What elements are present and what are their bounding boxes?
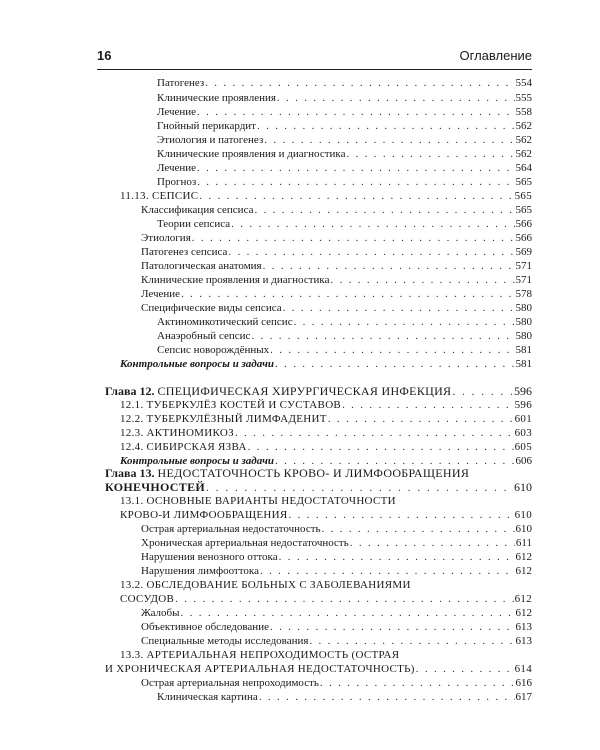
toc-entry[interactable]: Лечение . . . 578 <box>141 288 532 301</box>
toc-entry[interactable]: Хроническая артериальная недостаточность . . . 611 <box>141 537 532 550</box>
toc-entry[interactable]: Анаэробный сепсис . . . 580 <box>157 330 532 343</box>
toc-entry[interactable]: Объективное обследование . . . 613 <box>141 621 532 634</box>
toc-chapter-13-title[interactable]: Глава 13. НЕДОСТАТОЧНОСТЬ КРОВО- И ЛИМФООБРАЩЕНИЯ <box>105 466 470 480</box>
running-title: Оглавление <box>459 48 532 63</box>
toc-entry[interactable]: Жалобы . . . 612 <box>141 607 532 620</box>
toc-section[interactable]: 12.2. ТУБЕРКУЛЁЗНЫЙ ЛИМФАДЕНИТ . . . 601 <box>120 413 532 426</box>
toc-entry[interactable]: Гнойный перикардит . . . 562 <box>157 120 532 133</box>
toc-entry[interactable]: Клинические проявления и диагностика . . . 571 <box>141 274 532 287</box>
toc-section-title: 13.2. ОБСЛЕДОВАНИЕ БОЛЬНЫХ С ЗАБОЛЕВАНИЯМИ <box>120 579 411 591</box>
toc-entry[interactable]: Лечение . . . 564 <box>157 162 532 175</box>
toc-entry[interactable]: Патогенез сепсиса . . . 569 <box>141 246 532 259</box>
toc-entry[interactable]: Клиническая картина . . . 617 <box>157 691 532 704</box>
toc-entry[interactable]: Патологическая анатомия . . . 571 <box>141 260 532 273</box>
toc-entry[interactable]: Патогенез . . . 554 <box>157 77 532 90</box>
toc-section[interactable]: 11.13. СЕПСИС . . . 565 <box>120 190 532 203</box>
toc-entry[interactable]: Нарушения лимфооттока . . . 612 <box>141 565 532 578</box>
toc-section[interactable]: 12.1. ТУБЕРКУЛЁЗ КОСТЕЙ И СУСТАВОВ . . . 596 <box>120 399 532 412</box>
page-header <box>97 48 532 66</box>
toc-entry[interactable]: Актиномикотический сепсис . . . 580 <box>157 316 532 329</box>
toc-entry[interactable]: Теории сепсиса . . . 566 <box>157 218 532 231</box>
page-number: 16 <box>97 48 112 63</box>
toc-chapter-12[interactable]: Глава 12. СПЕЦИФИЧЕСКАЯ ХИРУРГИЧЕСКАЯ ИНФЕКЦИЯ . . . 596 <box>105 385 532 398</box>
toc-section-title: 13.1. ОСНОВНЫЕ ВАРИАНТЫ НЕДОСТАТОЧНОСТИ <box>120 495 396 507</box>
toc-entry[interactable]: Клинические проявления и диагностика . . . 562 <box>157 148 532 161</box>
toc-section[interactable]: СОСУДОВ . . . 612 <box>120 593 532 606</box>
toc-entry[interactable]: Нарушения венозного оттока . . . 612 <box>141 551 532 564</box>
toc-section[interactable]: И ХРОНИЧЕСКАЯ АРТЕРИАЛЬНАЯ НЕДОСТАТОЧНОСТЬ) . . . 614 <box>105 663 532 676</box>
toc-entry[interactable]: Специальные методы исследования . . . 613 <box>141 635 532 648</box>
toc-section[interactable]: КРОВО-И ЛИМФООБРАЩЕНИЯ . . . 610 <box>120 509 532 522</box>
toc-entry[interactable]: Клинические проявления . . . 555 <box>157 92 532 105</box>
toc-chapter-13[interactable]: КОНЕЧНОСТЕЙ . . . 610 <box>105 481 532 494</box>
header-rule <box>97 69 532 70</box>
toc-entry[interactable]: Сепсис новорождённых . . . 581 <box>157 344 532 357</box>
toc-entry[interactable]: Прогноз . . . 565 <box>157 176 532 189</box>
toc-section[interactable]: 12.3. АКТИНОМИКОЗ . . . 603 <box>120 427 532 440</box>
toc-entry[interactable]: Лечение . . . 558 <box>157 106 532 119</box>
toc-section[interactable]: 12.4. СИБИРСКАЯ ЯЗВА . . . 605 <box>120 441 532 454</box>
toc-entry[interactable]: Этиология . . . 566 <box>141 232 532 245</box>
toc-entry[interactable]: Острая артериальная недостаточность . . . 610 <box>141 523 532 536</box>
toc-questions[interactable]: Контрольные вопросы и задачи . . . 581 <box>120 358 532 371</box>
toc-entry[interactable]: Этиология и патогенез . . . 562 <box>157 134 532 147</box>
toc-section-title: 13.3. АРТЕРИАЛЬНАЯ НЕПРОХОДИМОСТЬ (ОСТРАЯ <box>120 649 400 661</box>
toc-entry[interactable]: Классификация сепсиса . . . 565 <box>141 204 532 217</box>
toc-entry[interactable]: Специфические виды сепсиса . . . 580 <box>141 302 532 315</box>
toc-questions[interactable]: Контрольные вопросы и задачи . . . 606 <box>120 455 532 468</box>
toc-entry[interactable]: Острая артериальная непроходимость . . . 616 <box>141 677 532 690</box>
